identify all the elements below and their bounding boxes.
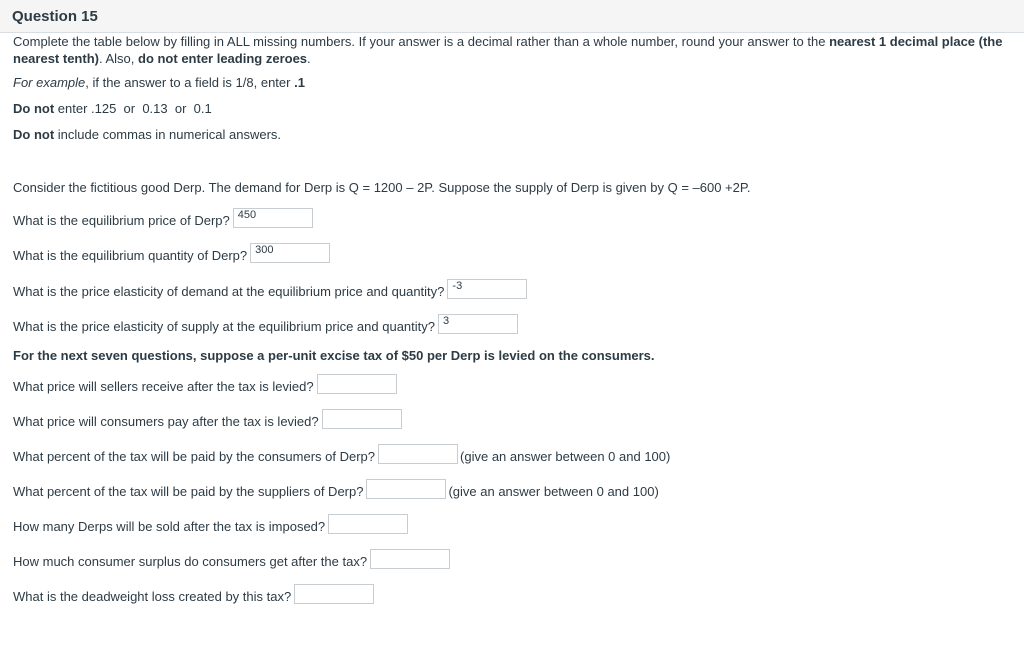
- answer-input[interactable]: [250, 243, 330, 263]
- question-title: Question 15: [12, 7, 98, 25]
- answer-value: 3: [443, 315, 450, 327]
- tax-question-row: [13, 411, 1014, 431]
- tax-question-row: [13, 376, 1014, 396]
- question-label: How much consumer surplus do consumers get after the tax?: [13, 553, 368, 569]
- rounding-rule: nearest 1 decimal place (the nearest tenth): [13, 34, 1003, 66]
- answer-input[interactable]: [328, 514, 408, 534]
- question-row: [13, 210, 1014, 230]
- tax-question-row: [13, 516, 1014, 536]
- answer-input[interactable]: [366, 479, 446, 499]
- question-label: What price will consumers pay after the tax is levied?: [13, 413, 319, 429]
- question-label: What is the deadweight loss created by this tax?: [13, 588, 292, 604]
- answer-input[interactable]: [438, 314, 518, 334]
- question-label: What is the equilibrium quantity of Derp?: [13, 247, 248, 263]
- answer-input[interactable]: [378, 444, 458, 464]
- question-label: What is the price elasticity of supply at the equilibrium price and quantity?: [13, 318, 435, 334]
- question-label: What price will sellers receive after the tax is levied?: [13, 378, 314, 394]
- scenario-paragraph: Consider the fictitious good Derp. The demand for Derp is Q = 1200 – 2P. Suppose the supply of Derp is given by Q = –600 +2P.: [13, 180, 751, 195]
- answer-input[interactable]: [447, 279, 527, 299]
- instructions-paragraph: [13, 33, 1014, 67]
- example-label: For example: [13, 75, 86, 90]
- do-not-label: Do not: [13, 127, 55, 142]
- answer-input[interactable]: [322, 409, 402, 429]
- example-text: , if the answer to a field is 1/8, enter: [85, 75, 295, 90]
- question-row: [13, 281, 1014, 301]
- question-body: [0, 33, 1024, 606]
- no-commas-paragraph: [13, 126, 1014, 143]
- tax-question-row: [13, 586, 1014, 606]
- question-label: How many Derps will be sold after the tax is imposed?: [13, 518, 326, 534]
- answer-input[interactable]: [294, 584, 374, 604]
- question-row: [13, 245, 1014, 265]
- answer-input[interactable]: [370, 549, 450, 569]
- do-not-text: enter .125 or 0.13 or 0.1: [54, 101, 212, 116]
- answer-value: 450: [237, 209, 257, 221]
- question-row: [13, 316, 1014, 336]
- question-label: What percent of the tax will be paid by the consumers of Derp?: [13, 448, 376, 464]
- answer-input[interactable]: [317, 374, 397, 394]
- answer-input[interactable]: [233, 208, 313, 228]
- question-header: [0, 0, 1024, 33]
- example-paragraph: [13, 74, 1014, 91]
- do-not-enter-paragraph: [13, 100, 1014, 117]
- do-not-text: include commas in numerical answers.: [54, 127, 282, 142]
- tax-question-row: [13, 446, 1014, 466]
- tax-question-row: [13, 551, 1014, 571]
- answer-value: 300: [255, 244, 274, 256]
- question-label: What is the equilibrium price of Derp?: [13, 212, 230, 228]
- instructions-text: .: [307, 51, 311, 66]
- instructions-text: . Also,: [98, 51, 138, 66]
- tax-note: For the next seven questions, suppose a per-unit excise tax of $50 per Derp is levied on the consumers.: [13, 348, 655, 363]
- leading-zero-rule: do not enter leading zeroes: [138, 51, 308, 66]
- do-not-label: Do not: [13, 101, 55, 116]
- question-label: What percent of the tax will be paid by the suppliers of Derp?: [13, 483, 364, 499]
- answer-hint: (give an answer between 0 and 100): [460, 448, 671, 464]
- answer-hint: (give an answer between 0 and 100): [448, 483, 659, 499]
- question-label: What is the price elasticity of demand at the equilibrium price and quantity?: [13, 283, 445, 299]
- answer-value: -3: [452, 280, 463, 292]
- tax-question-row: [13, 481, 1014, 501]
- instructions-text: Complete the table below by filling in ALL missing numbers. If your answer is a decimal rather than a whole number, round your answer to the: [13, 34, 830, 49]
- example-answer: .1: [294, 75, 305, 90]
